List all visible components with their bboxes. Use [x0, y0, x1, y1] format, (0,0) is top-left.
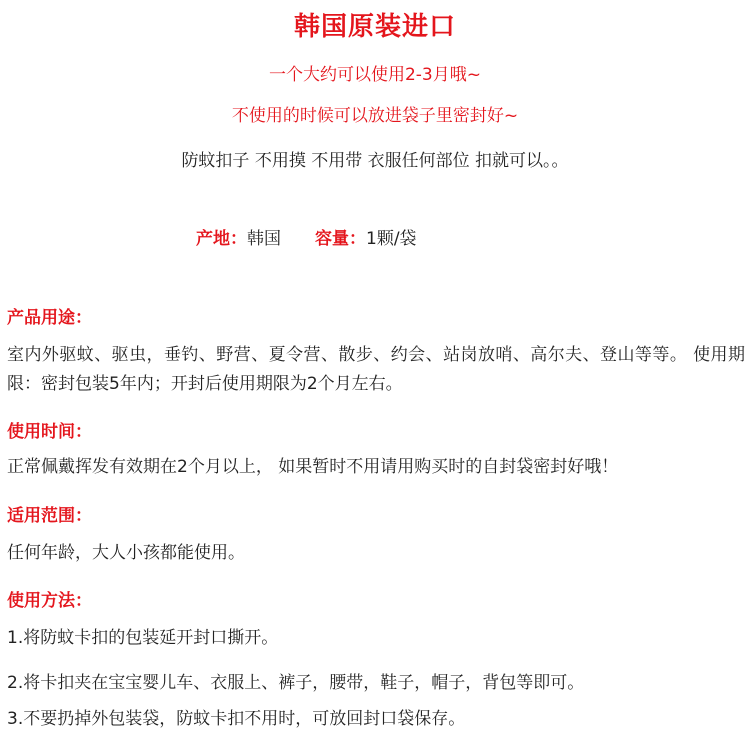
- origin-value: 韩国: [247, 229, 281, 249]
- method-step: 2.将卡扣夹在宝宝婴儿车、衣服上、裤子，腰带，鞋子，帽子，背包等即可。: [7, 673, 585, 693]
- time-heading: 使用时间：: [7, 422, 92, 442]
- time-text: 正常佩戴挥发有效期在2个月以上， 如果暂时不用请用购买时的自封袋密封好哦！: [7, 457, 619, 477]
- page-title: 韩国原装进口: [293, 12, 456, 42]
- method-step: 1.将防蚊卡扣的包装延开封口撕开。: [7, 628, 279, 648]
- scope-heading: 适用范围：: [7, 506, 92, 526]
- capacity-label: 容量：: [315, 229, 366, 249]
- clip-anywhere-note: 防蚊扣子 不用摸 不用带 衣服任何部位 扣就可以。。: [181, 151, 569, 171]
- usage-heading: 产品用途：: [7, 308, 92, 328]
- method-heading: 使用方法：: [7, 591, 92, 611]
- method-step: 3.不要扔掉外包装袋，防蚊卡扣不用时，可放回封口袋保存。: [7, 709, 466, 729]
- capacity-value: 1颗/袋: [366, 229, 417, 249]
- usage-duration-note: 一个大约可以使用2-3月哦~: [268, 65, 481, 85]
- origin-label: 产地：: [196, 229, 247, 249]
- usage-text: 室内外驱蚊、驱虫，垂钓、野营、夏令营、散步、约会、站岗放哨、高尔夫、登山等等。 使用期限：密封包装5年内；开封后使用期限为2个月左右。: [7, 345, 745, 394]
- spec-row: [196, 224, 417, 249]
- scope-text: 任何年龄，大人小孩都能使用。: [7, 543, 245, 563]
- storage-note: 不使用的时候可以放进袋子里密封好~: [231, 106, 519, 126]
